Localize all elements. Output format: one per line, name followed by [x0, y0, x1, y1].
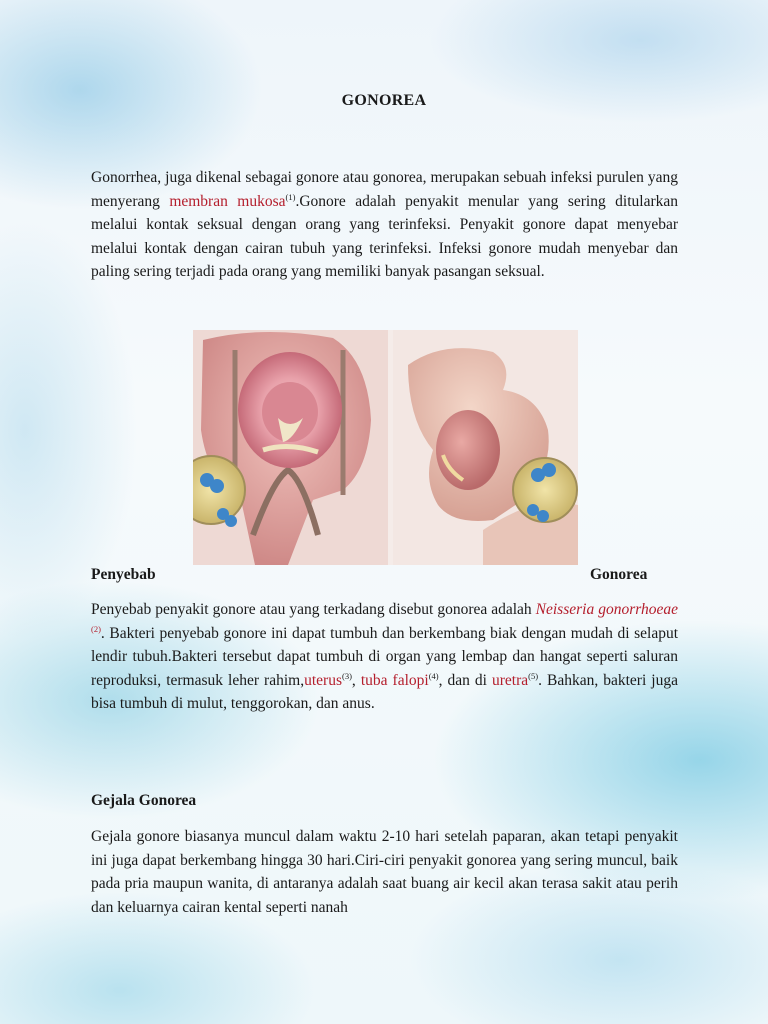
medical-illustration — [193, 330, 578, 565]
reference-4[interactable]: (4) — [428, 670, 439, 681]
intro-text-1: Gonorrhea, juga dikenal sebagai gonore atau gonorea, merupakan sebuah infeksi purulen yang menyerang — [91, 169, 678, 210]
link-tuba-falopi[interactable]: tuba falopi — [360, 671, 429, 689]
link-membran-mukosa[interactable]: membran mukosa — [169, 192, 286, 210]
reference-2[interactable]: (2) — [91, 623, 101, 634]
link-neisseria-gonorrhoeae[interactable]: Neisseria gonorrhoeae — [535, 601, 678, 618]
penyebab-text-4: , dan di — [438, 671, 493, 689]
illustration-svg — [193, 330, 578, 565]
penyebab-paragraph — [91, 598, 678, 716]
link-uterus[interactable]: uterus — [304, 671, 342, 689]
penyebab-text-5: . Bahkan, bakteri juga bisa tumbuh di mulut, tenggorokan, dan anus. — [91, 671, 678, 712]
reference-3[interactable]: (3) — [341, 670, 352, 681]
reference-5[interactable]: (5) — [528, 670, 539, 681]
page-title: GONOREA — [341, 92, 427, 109]
link-uretra[interactable]: uretra — [492, 671, 529, 689]
heading-gejala-gonorea: Gejala Gonorea — [91, 792, 197, 809]
intro-paragraph — [91, 166, 678, 284]
penyebab-text-2: . Bakteri penyebab gonore ini dapat tumbuh dan berkembang biak dengan mudah di selaput lendir tubuh.Bakteri tersebut dapat tumbuh di organ yang lembap dan hangat seperti saluran reproduksi, termasuk leher rahim, — [91, 624, 678, 689]
intro-text-2: .Gonore adalah penyakit menular yang sering ditularkan melalui kontak seksual dengan orang yang terinfeksi. Penyakit gonore dapat menyebar melalui kontak dengan cairan tubuh yang terinfeksi. Infeksi gonore mudah menyebar dan paling sering terjadi pada orang yang memiliki banyak pasangan seksual. — [91, 192, 678, 280]
heading-gonorea: Gonorea — [590, 566, 648, 583]
heading-penyebab: Penyebab — [91, 566, 156, 583]
female-illustration — [193, 330, 388, 565]
penyebab-text-3: , — [351, 671, 361, 689]
gejala-paragraph: Gejala gonore biasanya muncul dalam waktu 2-10 hari setelah paparan, akan tetapi penyakit ini juga dapat berkembang hingga 30 hari.Ciri-ciri penyakit gonorea yang sering muncul, baik pada pria maupun wanita, di antaranya adalah saat buang air kecil akan terasa sakit atau perih dan keluarnya cairan kental seperti nanah — [91, 828, 678, 916]
penyebab-text-1: Penyebab penyakit gonore atau yang terkadang disebut gonorea adalah — [91, 601, 536, 618]
reference-1[interactable]: (1) — [285, 191, 296, 202]
male-illustration — [393, 330, 578, 565]
